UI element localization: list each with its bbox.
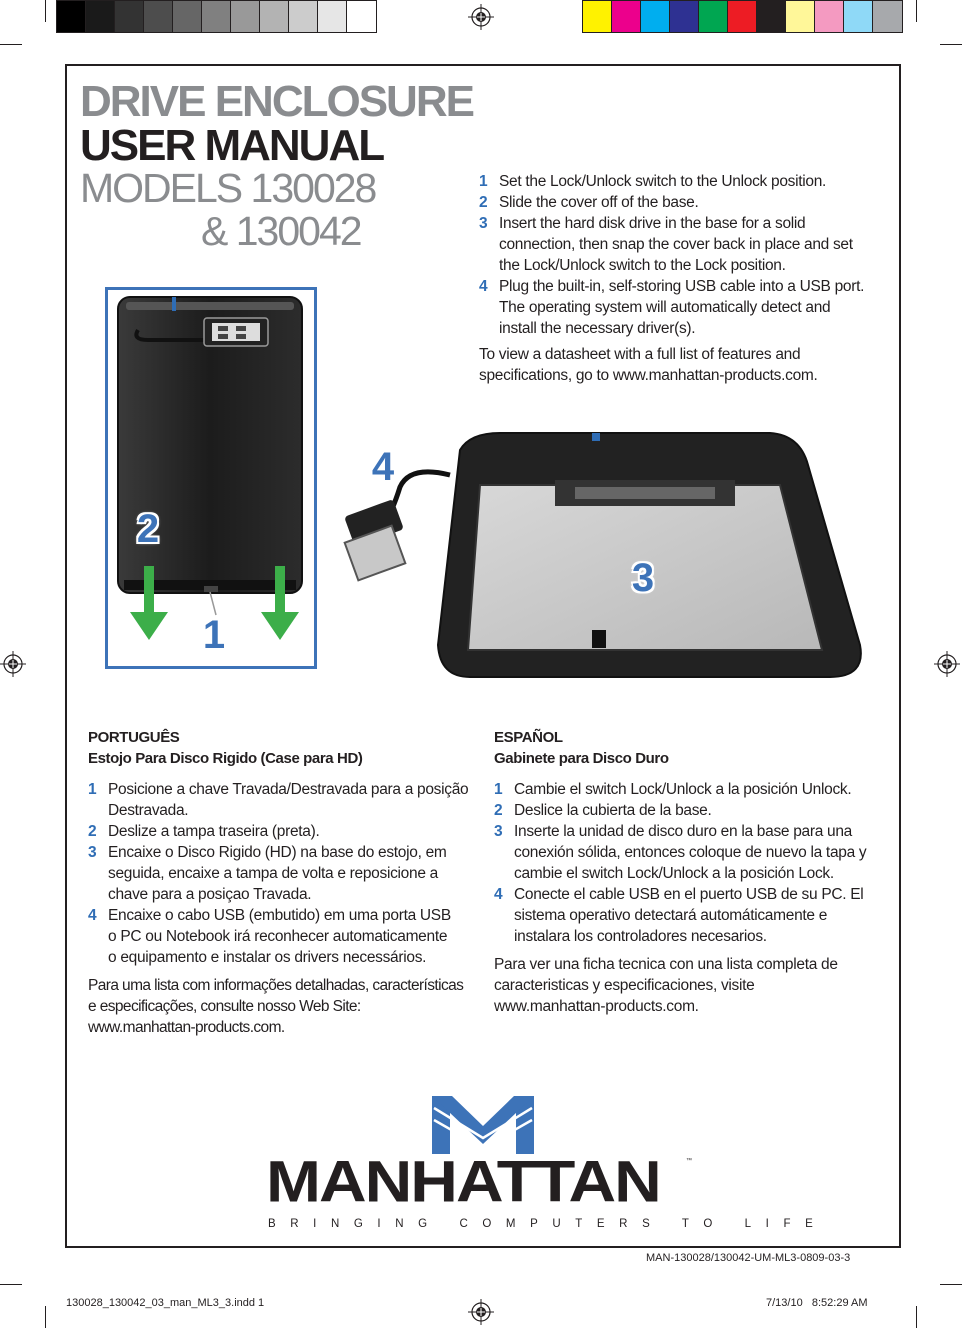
step-number: 3 xyxy=(479,215,488,232)
trademark-symbol: ™ xyxy=(686,1158,692,1164)
step-text-line: Insert the hard disk drive in the base for a solid xyxy=(499,215,806,232)
step-number: 4 xyxy=(479,278,488,295)
step-number: 3 xyxy=(88,844,97,861)
color-swatch xyxy=(583,1,612,32)
step-number: 2 xyxy=(88,823,97,840)
print-slug-date: 7/13/10 8:52:29 AM xyxy=(766,1297,868,1309)
portugues-subheading: Estojo Para Disco Rigido (Case para HD) xyxy=(88,750,363,767)
step-number: 1 xyxy=(494,781,503,798)
step-item xyxy=(88,779,473,821)
step-number: 2 xyxy=(479,194,488,211)
step-number: 4 xyxy=(494,886,503,903)
color-swatch xyxy=(670,1,699,32)
step-item xyxy=(479,213,889,276)
step-number: 1 xyxy=(88,781,97,798)
step-number: 4 xyxy=(88,907,97,924)
color-swatch xyxy=(202,1,231,32)
step-text-line: seguida, encaixe a tampa de volta e reposicione a xyxy=(108,865,438,882)
print-slug-file: 130028_130042_03_man_ML3_3.indd 1 xyxy=(66,1297,265,1309)
espanol-steps-list xyxy=(494,779,889,947)
step-text-line: Plug the built-in, self-storing USB cable into a USB port. xyxy=(499,278,865,295)
color-swatch xyxy=(57,1,86,32)
step-text-line: chave para a posiçao Travada. xyxy=(108,886,312,903)
note-line: To view a datasheet with a full list of features and xyxy=(479,346,801,363)
step-item xyxy=(494,800,889,821)
process-color-bar xyxy=(582,0,903,33)
crop-mark xyxy=(0,1284,22,1285)
espanol-heading: ESPAÑOL xyxy=(494,729,563,746)
step-item xyxy=(494,779,889,800)
color-swatch xyxy=(144,1,173,32)
color-swatch xyxy=(757,1,786,32)
color-swatch xyxy=(728,1,757,32)
title-user-manual: USER MANUAL xyxy=(80,121,384,170)
color-swatch xyxy=(844,1,873,32)
registration-mark-icon xyxy=(934,651,960,677)
models-line-1: MODELS 130028 xyxy=(80,165,376,211)
crop-mark xyxy=(0,44,22,45)
step-text-line: o PC ou Notebook irá reconhecer automaticamente xyxy=(108,928,448,945)
step-text-line: Deslice la cubierta de la base. xyxy=(514,802,712,819)
crop-mark xyxy=(940,1284,962,1285)
manhattan-logo xyxy=(262,1088,828,1230)
color-swatch xyxy=(815,1,844,32)
portugues-datasheet-note xyxy=(88,975,473,1038)
step-item xyxy=(494,821,889,884)
step-number: 2 xyxy=(494,802,503,819)
portugues-heading: PORTUGUÊS xyxy=(88,729,180,746)
callout-number-3: 3 xyxy=(631,556,655,600)
step-text-line: Set the Lock/Unlock switch to the Unlock position. xyxy=(499,173,827,190)
title-drive-enclosure: DRIVE ENCLOSURE xyxy=(80,77,473,126)
step-text-line: Destravada. xyxy=(108,802,189,819)
color-swatch xyxy=(173,1,202,32)
grayscale-color-bar xyxy=(56,0,377,33)
color-swatch xyxy=(289,1,318,32)
step-text-line: Encaixe o cabo USB (embutido) em uma porta USB xyxy=(108,907,451,924)
note-line: Para uma lista com informações detalhadas, características xyxy=(88,977,464,994)
document-id: MAN-130028/130042-UM-ML3-0809-03-3 xyxy=(646,1252,851,1264)
manhattan-wordmark: MANHATTAN xyxy=(266,1148,660,1214)
step-text-line: Deslize a tampa traseira (preta). xyxy=(108,823,320,840)
manhattan-m-emblem-icon xyxy=(262,1088,702,1154)
step-text-line: Conecte el cable USB en el puerto USB de su PC. El xyxy=(514,886,864,903)
step-item xyxy=(494,884,889,947)
crop-mark xyxy=(45,0,46,22)
registration-mark-icon xyxy=(468,4,494,30)
english-steps-list xyxy=(479,171,889,339)
step-text-line: connection, then snap the cover back in place and set xyxy=(499,236,853,253)
step-text-line: Cambie el switch Lock/Unlock a la posición Unlock. xyxy=(514,781,852,798)
english-datasheet-note xyxy=(479,344,889,386)
crop-mark xyxy=(940,44,962,45)
step-text-line: instalara los controladores necesarios. xyxy=(514,928,767,945)
step-text-line: Posicione a chave Travada/Destravada para a posição xyxy=(108,781,469,798)
note-line: caracteristicas y especificaciones, visite xyxy=(494,977,755,994)
espanol-subheading: Gabinete para Disco Duro xyxy=(494,750,669,767)
step-item xyxy=(88,842,473,905)
callout-number-2: 2 xyxy=(136,507,160,551)
color-swatch xyxy=(260,1,289,32)
note-line: e especificações, consulte nosso Web Site: xyxy=(88,998,361,1015)
registration-mark-icon xyxy=(0,651,26,677)
step-text-line: install the necessary driver(s). xyxy=(499,320,696,337)
portugues-steps-list xyxy=(88,779,473,968)
step-item xyxy=(88,821,473,842)
step-number: 1 xyxy=(479,173,488,190)
open-enclosure-image xyxy=(330,425,880,690)
crop-mark xyxy=(45,1306,46,1328)
note-line: www.manhattan-products.com. xyxy=(494,998,699,1015)
color-swatch xyxy=(641,1,670,32)
registration-mark-icon xyxy=(468,1299,494,1325)
note-line: Para ver una ficha tecnica con una lista completa de xyxy=(494,956,838,973)
callout-number-1: 1 xyxy=(202,613,226,657)
step-item xyxy=(479,192,889,213)
step-text-line: Inserte la unidad de disco duro en la base para una xyxy=(514,823,853,840)
callout-number-4: 4 xyxy=(371,445,395,489)
color-swatch xyxy=(231,1,260,32)
step-item xyxy=(479,171,889,192)
models-line-2: & 130042 xyxy=(201,208,361,254)
step-item xyxy=(88,905,473,968)
step-text-line: The operating system will automatically detect and xyxy=(499,299,831,316)
step-text-line: the Lock/Unlock switch to the Lock position. xyxy=(499,257,786,274)
color-swatch xyxy=(612,1,641,32)
note-line: specifications, go to www.manhattan-products.com. xyxy=(479,367,818,384)
logo-tagline: BRINGING COMPUTERS TO LIFE xyxy=(268,1218,828,1230)
color-swatch xyxy=(699,1,728,32)
crop-mark xyxy=(916,0,917,22)
color-swatch xyxy=(115,1,144,32)
note-line: www.manhattan-products.com. xyxy=(88,1019,285,1036)
crop-mark xyxy=(916,1306,917,1328)
color-swatch xyxy=(873,1,902,32)
color-swatch xyxy=(347,1,376,32)
espanol-datasheet-note xyxy=(494,954,889,1017)
step-text-line: Slide the cover off of the base. xyxy=(499,194,699,211)
color-swatch xyxy=(86,1,115,32)
step-text-line: sistema operativo detectará automáticamente e xyxy=(514,907,828,924)
step-text-line: o equipamento e instalar os drivers necessários. xyxy=(108,949,427,966)
step-text-line: cambie el switch Lock/Unlock a la posición Lock. xyxy=(514,865,834,882)
step-number: 3 xyxy=(494,823,503,840)
step-text-line: Encaixe o Disco Rigido (HD) na base do estojo, em xyxy=(108,844,447,861)
step-item xyxy=(479,276,889,339)
step-text-line: conexión sólida, entonces coloque de nuevo la tapa y xyxy=(514,844,867,861)
color-swatch xyxy=(786,1,815,32)
color-swatch xyxy=(318,1,347,32)
